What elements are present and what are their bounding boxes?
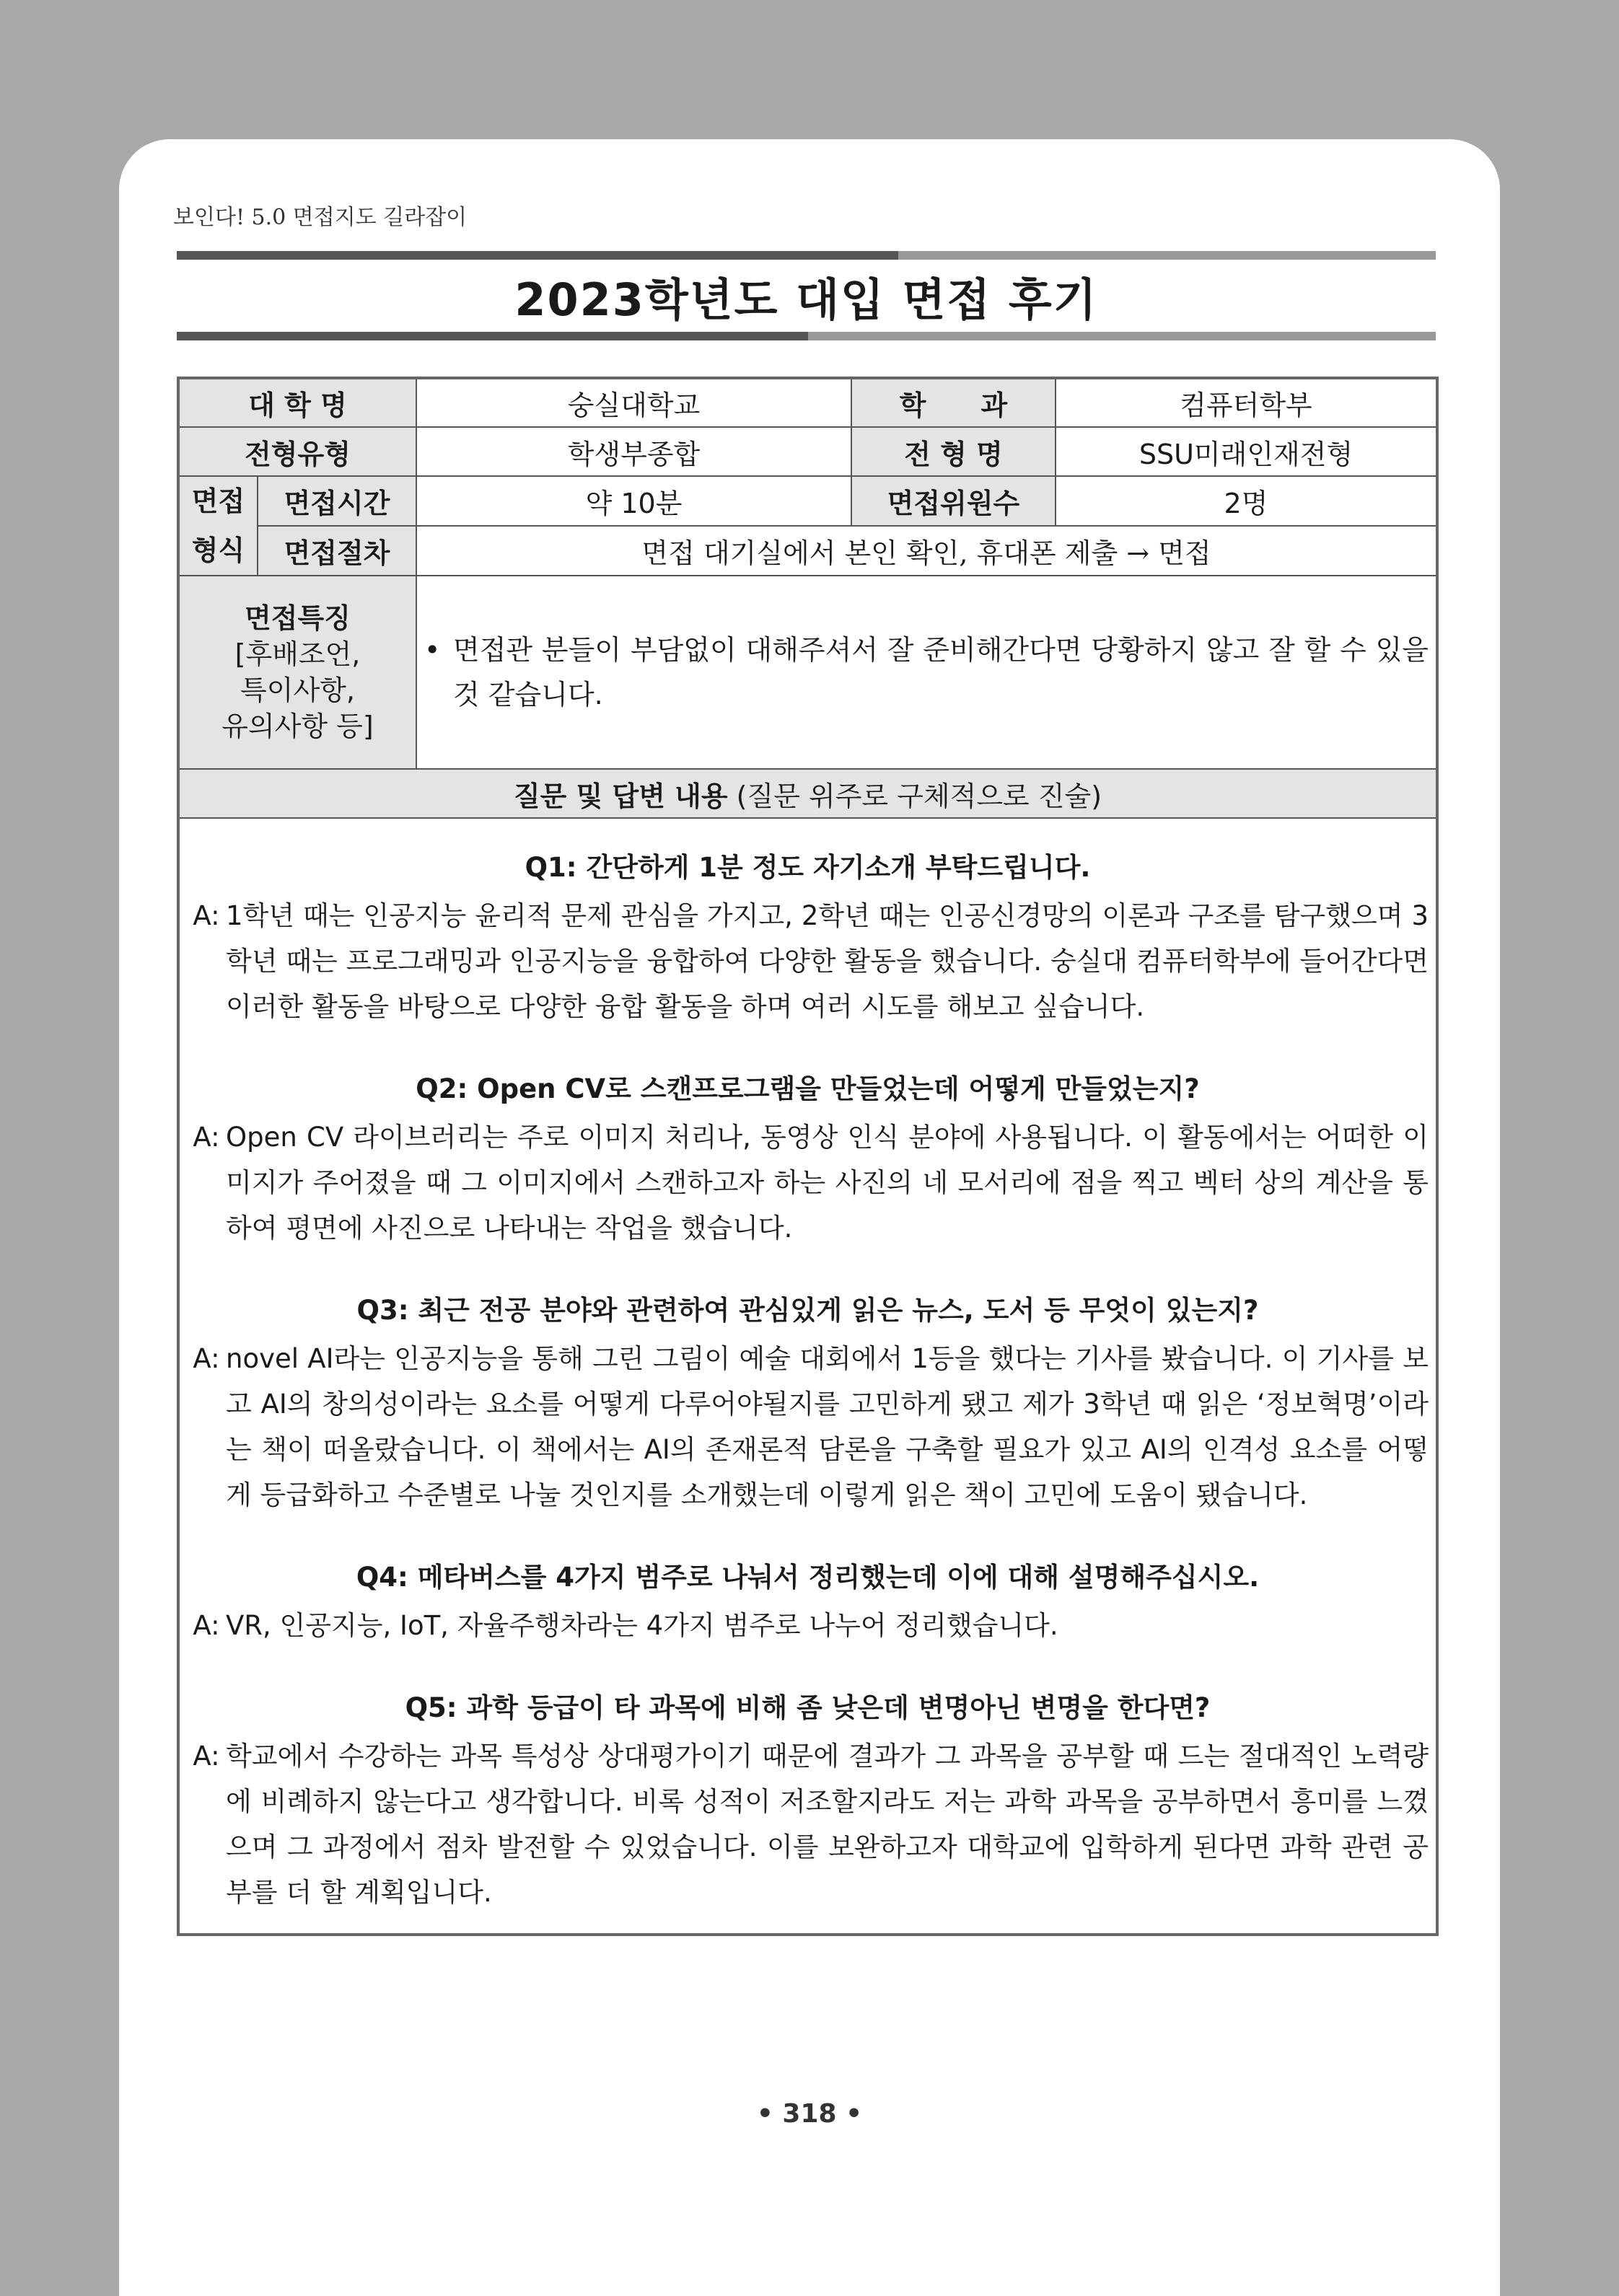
question-1: Q1: 간단하게 1분 정도 자기소개 부탁드립니다. — [525, 852, 1091, 883]
university-value: 숭실대학교 — [416, 378, 851, 427]
admission-name-value: SSU미래인재전형 — [1056, 427, 1437, 476]
qa-header — [178, 769, 1437, 818]
admission-name-label: 전 형 명 — [851, 427, 1056, 476]
features-label-line1: [후배조언, — [234, 638, 361, 670]
question-5: Q5: 과학 등급이 타 과목에 비해 좀 낮은데 변명아닌 변명을 한다면? — [405, 1692, 1211, 1723]
running-header: 보인다! 5.0 면접지도 길라잡이 — [173, 205, 468, 230]
qa-body-row — [178, 818, 1437, 1935]
answer-1 — [187, 893, 1429, 1029]
features-label-line2: 특이사항, — [240, 674, 355, 706]
answer-3 — [187, 1336, 1429, 1518]
answer-prefix: A: — [193, 1610, 220, 1641]
page-number: • 318 • — [756, 2099, 863, 2129]
title-rule-top — [177, 251, 1436, 260]
answer-prefix: A: — [193, 1741, 220, 1772]
question-4: Q4: 메타버스를 4가지 범주로 나눠서 정리했는데 이에 대해 설명해주십시오. — [356, 1562, 1260, 1593]
admission-type-label: 전형유형 — [178, 427, 416, 476]
question-2: Q2: Open CV로 스캔프로그램을 만들었는데 어떻게 만들었는지? — [416, 1073, 1200, 1104]
features-label-title: 면접특징 — [245, 602, 351, 634]
title-rule-bottom — [177, 332, 1436, 340]
info-row-procedure — [178, 526, 1437, 576]
procedure-value: 면접 대기실에서 본인 확인, 휴대폰 제출 → 면접 — [416, 526, 1437, 576]
format-label — [178, 476, 258, 576]
answer-3-text: novel AI라는 인공지능을 통해 그린 그림이 예술 대회에서 1등을 했다는 기사를 봤습니다. 이 기사를 보고 AI의 창의성이라는 요소를 어떻게 다루어야될지를 고민하게 됐고 제가 3학년 때 읽은 ‘정보혁명’이라는 책이 떠올랐습니다. 이 책에서는 AI의 존재론적 담론을 구축할 필요가 있고 AI의 인격성 요소를 어떻게 등급화하고 수준별로 나눌 것인지를 소개했는데 이렇게 읽은 책이 고민에 도움이 됐습니다. — [226, 1343, 1429, 1510]
procedure-label: 면접절차 — [258, 526, 416, 576]
info-row-features — [178, 576, 1437, 769]
duration-label: 면접시간 — [258, 476, 416, 526]
right-edge-bar — [1500, 393, 1619, 409]
admission-type-value: 학생부종합 — [416, 427, 851, 476]
answer-2-text: Open CV 라이브러리는 주로 이미지 처리나, 동영상 인식 분야에 사용됩니다. 이 활동에서는 어떠한 이미지가 주어졌을 때 그 이미지에서 스캔하고자 하는 사진의 네 모서리에 점을 찍고 벡터 상의 계산을 통하여 평면에 사진으로 나타내는 작업을 했습니다. — [226, 1122, 1429, 1244]
qa-header-bold: 질문 및 답변 내용 — [513, 780, 728, 812]
answer-1-text: 1학년 때는 인공지능 윤리적 문제 관심을 가지고, 2학년 때는 인공신경망의 이론과 구조를 탐구했으며 3학년 때는 프로그래밍과 인공지능을 융합하여 다양한 활동을 했습니다. 숭실대 컴퓨터학부에 들어간다면 이러한 활동을 바탕으로 다양한 융합 활동을 하며 여러 시도를 해보고 싶습니다. — [226, 900, 1429, 1022]
qa-header-note: (질문 위주로 구체적으로 진술) — [727, 780, 1102, 812]
document-title: 2023학년도 대입 면접 후기 — [514, 273, 1098, 326]
answer-4-text: VR, 인공지능, IoT, 자율주행차라는 4가지 범주로 나누어 정리했습니다. — [226, 1610, 1058, 1641]
features-label — [178, 576, 416, 769]
left-edge-bar — [0, 393, 119, 409]
answer-5-text: 학교에서 수강하는 과목 특성상 상대평가이기 때문에 결과가 그 과목을 공부할 때 드는 절대적인 노력량에 비례하지 않는다고 생각합니다. 비록 성적이 저조할지라도 저는 과학 과목을 공부하면서 흥미를 느꼈으며 그 과정에서 점차 발전할 수 있었습니다. 이를 보완하고자 대학교에 입학하게 된다면 과학 관련 공부를 더 할 계획입니다. — [226, 1741, 1429, 1908]
info-row-university — [178, 378, 1437, 427]
answer-5 — [187, 1733, 1429, 1915]
interviewers-label: 면접위원수 — [851, 476, 1056, 526]
info-row-admission — [178, 427, 1437, 476]
answer-prefix: A: — [193, 1343, 220, 1374]
features-text: 면접관 분들이 부담없이 대해주셔서 잘 준비해간다면 당황하지 않고 잘 할 수 있을 것 같습니다. — [453, 634, 1429, 711]
question-3: Q3: 최근 전공 분야와 관련하여 관심있게 읽은 뉴스, 도서 등 무엇이 있는지? — [356, 1295, 1259, 1326]
interview-info-table — [177, 377, 1439, 1936]
format-label-line2: 형식 — [191, 535, 245, 566]
features-content — [416, 576, 1437, 769]
bullet-icon: • — [424, 634, 441, 666]
qa-body — [178, 818, 1437, 1935]
format-label-line1: 면접 — [191, 485, 245, 517]
qa-header-row — [178, 769, 1437, 818]
answer-2 — [187, 1114, 1429, 1251]
answer-prefix: A: — [193, 1122, 220, 1153]
answer-prefix: A: — [193, 900, 220, 931]
answer-4 — [187, 1603, 1429, 1648]
department-label: 학 과 — [851, 378, 1056, 427]
department-value: 컴퓨터학부 — [1056, 378, 1437, 427]
interviewers-value: 2명 — [1056, 476, 1437, 526]
duration-value: 약 10분 — [416, 476, 851, 526]
features-label-line3: 유의사항 등] — [221, 711, 374, 742]
university-label: 대 학 명 — [178, 378, 416, 427]
info-row-duration — [178, 476, 1437, 526]
